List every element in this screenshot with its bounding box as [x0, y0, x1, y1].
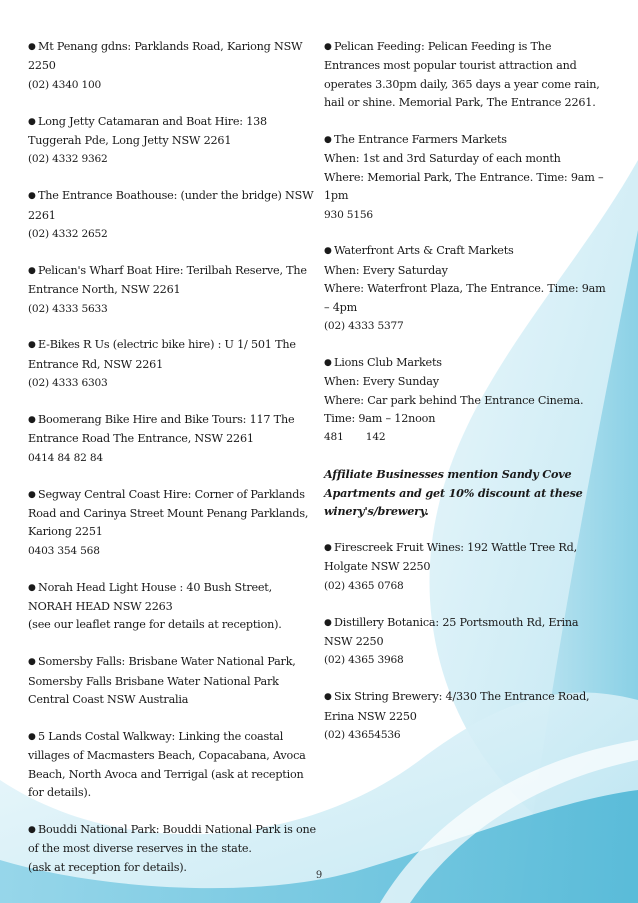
- listing-title: Pelican's Wharf Boat Hire: Terilbah Reserve, The Entrance North, NSW 2261: [28, 263, 307, 297]
- bullet-icon: ●: [28, 191, 36, 202]
- listing-note: (see our leaflet range for details at reception).: [28, 618, 282, 632]
- listing-when: When: 1st and 3rd Saturday of each month: [324, 152, 561, 166]
- bullet-icon: ●: [28, 265, 36, 276]
- right-column: [324, 38, 606, 763]
- listing-title: The Entrance Boathouse: (under the bridge) NSW 2261: [28, 189, 314, 222]
- listing-when: When: Every Sunday: [324, 375, 439, 389]
- listing-title: Somersby Falls: Brisbane Water National Park, Somersby Falls Brisbane Water National Park Central Coast NSW Australia: [28, 655, 296, 707]
- listing-entrance-boathouse: [28, 187, 318, 243]
- bullet-icon: ●: [28, 340, 36, 351]
- listing-title: Segway Central Coast Hire: Corner of Parklands Road and Carinya Street Mount Penang Parklands, Kariong 2251: [28, 487, 309, 539]
- listing-title: E-Bikes R Us (electric bike hire) : U 1/ 501 The Entrance Rd, NSW 2261: [28, 338, 296, 371]
- listing-phone: (02) 4332 9362: [28, 153, 108, 166]
- listing-somersby-falls: [28, 653, 318, 709]
- listing-bouddi-national-park: [28, 821, 318, 877]
- listing-lions-club-markets: [324, 354, 606, 447]
- listing-phone: (02) 4333 6303: [28, 377, 108, 390]
- left-column: [28, 38, 318, 896]
- bullet-icon: ●: [324, 135, 332, 146]
- listing-title: Lions Club Markets: [334, 355, 442, 369]
- listing-firescreek-wines: [324, 539, 606, 595]
- listing-phone: (02) 4365 0768: [324, 579, 404, 592]
- listing-mt-penang: [28, 38, 318, 94]
- listing-where: Where: Memorial Park, The Entrance. Time: 9am – 1pm: [324, 170, 604, 203]
- listing-waterfront-markets: [324, 242, 606, 335]
- bullet-icon: ●: [324, 617, 332, 628]
- listing-pelican-feeding: [324, 38, 606, 113]
- bullet-icon: ●: [28, 415, 36, 426]
- listing-title: Pelican Feeding: Pelican Feeding is The Entrances most popular tourist attraction and operates 3.30pm daily, 365 days a year come rain, hail or shine. Memorial Park, The Entrance 2261.: [324, 40, 600, 110]
- listing-title: The Entrance Farmers Markets: [334, 133, 507, 147]
- listing-norah-head-lighthouse: [28, 579, 318, 635]
- listing-title: Long Jetty Catamaran and Boat Hire: 138 Tuggerah Pde, Long Jetty NSW 2261: [28, 114, 267, 148]
- listing-note: (ask at reception for details).: [28, 860, 187, 874]
- listing-phone: 0414 84 82 84: [28, 451, 103, 464]
- affiliate-promo-text: Affiliate Businesses mention Sandy Cove Apartments and get 10% discount at these winery's/brewery.: [324, 467, 583, 519]
- listing-pelicans-wharf: [28, 262, 318, 318]
- bullet-icon: ●: [28, 657, 36, 668]
- listing-title: Boomerang Bike Hire and Bike Tours: 117 The Entrance Road The Entrance, NSW 2261: [28, 413, 295, 446]
- listing-phone: (02) 4365 3968: [324, 654, 404, 667]
- bullet-icon: ●: [324, 246, 332, 257]
- listing-title: Distillery Botanica: 25 Portsmouth Rd, Erina NSW 2250: [324, 615, 579, 648]
- bullet-icon: ●: [324, 542, 332, 553]
- listing-title: Six String Brewery: 4/330 The Entrance Road, Erina NSW 2250: [324, 690, 590, 723]
- bullet-icon: ●: [28, 582, 36, 593]
- listing-six-string-brewery: [324, 688, 606, 744]
- listing-segway-hire: [28, 486, 318, 561]
- listing-phone: 481 142: [324, 431, 386, 444]
- listing-title: Waterfront Arts & Craft Markets: [334, 244, 514, 258]
- listing-phone: 0403 354 568: [28, 544, 100, 557]
- listing-where: Where: Waterfront Plaza, The Entrance. Time: 9am – 4pm: [324, 282, 606, 314]
- listing-5-lands-walkway: [28, 728, 318, 803]
- listing-phone: (02) 4333 5633: [28, 302, 108, 315]
- listing-phone: (02) 4333 5377: [324, 320, 404, 333]
- bullet-icon: ●: [324, 42, 332, 52]
- bullet-icon: ●: [324, 357, 332, 368]
- listing-when: When: Every Saturday: [324, 263, 448, 277]
- listing-time: Time: 9am – 12noon: [324, 412, 436, 426]
- listing-title: Mt Penang gdns: Parklands Road, Kariong NSW 2250: [28, 40, 303, 73]
- bullet-icon: ●: [28, 42, 36, 52]
- bullet-icon: ●: [28, 116, 36, 127]
- listing-phone: (02) 43654536: [324, 728, 401, 741]
- bullet-icon: ●: [28, 731, 36, 742]
- bullet-icon: ●: [28, 824, 36, 835]
- bullet-icon: ●: [324, 692, 332, 703]
- listing-title: Bouddi National Park: Bouddi National Park is one of the most diverse reserves in the state.: [28, 822, 316, 856]
- page-number: 9: [315, 870, 323, 881]
- listing-farmers-markets: [324, 131, 606, 224]
- listing-distillery-botanica: [324, 614, 606, 670]
- listing-phone: 930 5156: [324, 208, 373, 221]
- listing-e-bikes: [28, 336, 318, 392]
- listing-boomerang-bike-hire: [28, 411, 318, 467]
- listing-title: Firescreek Fruit Wines: 192 Wattle Tree Rd, Holgate NSW 2250: [324, 540, 577, 574]
- listing-title: 5 Lands Costal Walkway: Linking the coastal villages of Macmasters Beach, Copacabana, Avoca Beach, North Avoca and Terrigal (ask at reception for details).: [28, 729, 306, 800]
- listing-title: Norah Head Light House : 40 Bush Street, NORAH HEAD NSW 2263: [28, 580, 272, 614]
- listing-where: Where: Car park behind The Entrance Cinema.: [324, 393, 584, 407]
- bullet-icon: ●: [28, 489, 36, 500]
- listing-long-jetty-catamaran: [28, 113, 318, 169]
- listing-phone: (02) 4340 100: [28, 78, 102, 91]
- listing-phone: (02) 4332 2652: [28, 228, 108, 241]
